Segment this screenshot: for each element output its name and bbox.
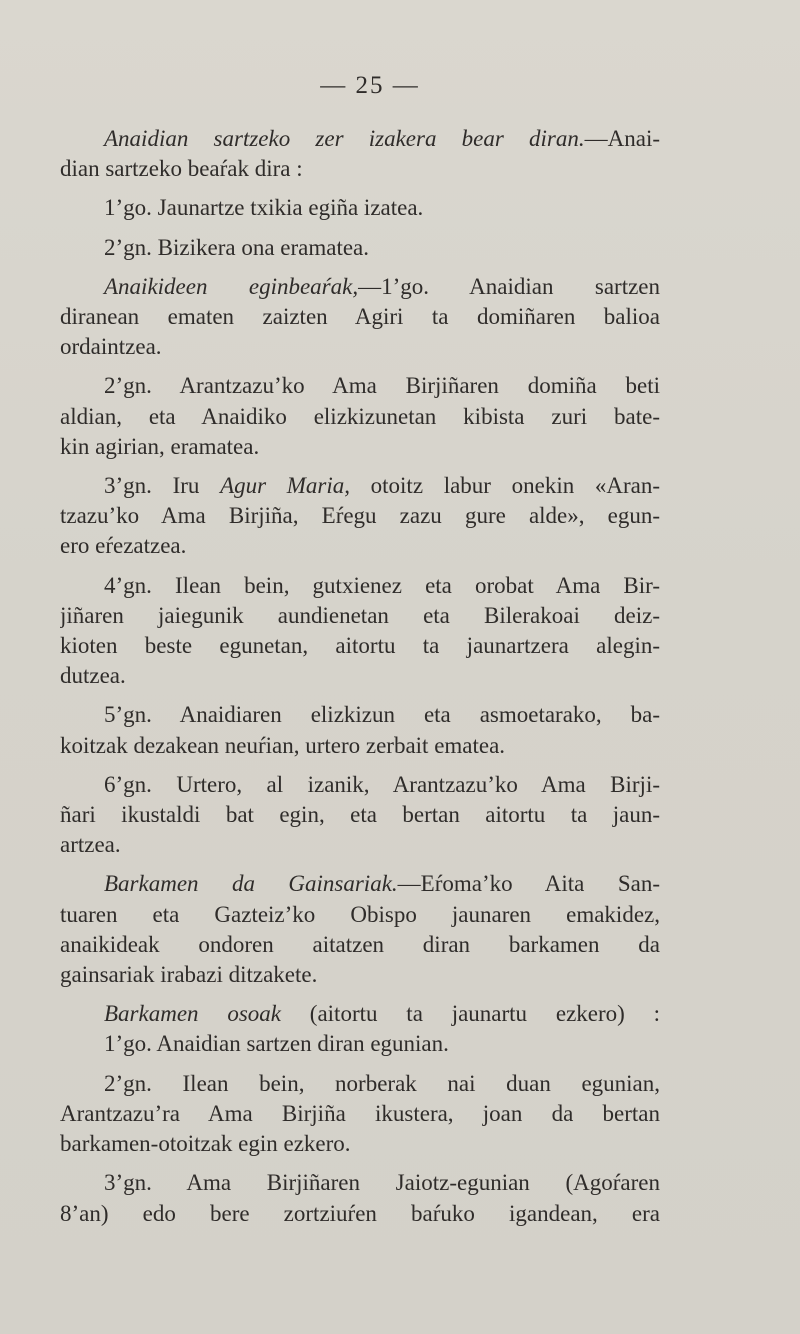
line-text: ordaintzea.: [60, 334, 162, 360]
line-text: dian sartzeko beaŕak dira :: [60, 156, 303, 182]
italic-heading: Anaidian sartzeko zer izakera bear diran.: [104, 126, 585, 151]
text-line: [60, 332, 660, 362]
line-text: dutzea.: [60, 663, 126, 689]
line-text: kioten beste egunetan, aitortu ta jaunartzera alegin-: [60, 633, 660, 659]
line-text: koitzak dezakean neuŕian, urtero zerbait ematea.: [60, 732, 506, 758]
text-line: [60, 432, 660, 462]
line-text: barkamen-otoitzak egin ezkero.: [60, 1131, 351, 1157]
paragraph-duty-6: [60, 770, 660, 861]
line-text: 2’gn. Ilean bein, norberak nai duan egunian,: [104, 1070, 660, 1096]
text-line: [60, 154, 660, 184]
text-line: [60, 1099, 660, 1129]
italic-phrase: Agur Maria,: [220, 473, 350, 499]
paragraph-indulgence-3: [60, 1168, 660, 1228]
paragraph-plenary-indulgences: [60, 999, 660, 1059]
paragraph-member-duties: [60, 272, 660, 363]
text-line: [60, 700, 660, 730]
line-text: artzea.: [60, 832, 121, 858]
line-text: ñari ikustaldi bat egin, eta bertan aitortu ta jaun-: [60, 802, 660, 828]
line-text: (aitortu ta jaunartu ezkero) :: [281, 1001, 660, 1027]
text-line: [60, 1168, 660, 1198]
line-text: jiñaren jaiegunik aundienetan eta Bilerakoai deiz-: [60, 602, 660, 628]
text-line: [60, 960, 660, 990]
text-line: [60, 233, 660, 263]
text-line: [60, 1199, 660, 1229]
paragraph-duty-2: [60, 371, 660, 462]
line-text: 6’gn. Urtero, al izanik, Arantzazu’ko Ama Birji-: [104, 771, 660, 797]
italic-heading: Barkamen da Gainsariak.: [104, 871, 398, 897]
paragraph-duty-3: [60, 471, 660, 562]
line-text: kin agirian, eramatea.: [60, 433, 260, 459]
line-text: aldian, eta Anaidiko elizkizunetan kibista zuri bate-: [60, 403, 660, 429]
line-text: 5’gn. Anaidiaren elizkizun eta asmoetarako, ba-: [104, 702, 660, 728]
line-text: otoitz labur onekin «Aran-: [349, 473, 660, 499]
italic-heading: Barkamen osoak: [104, 1001, 281, 1027]
text-line: [60, 869, 660, 899]
line-text: —Eŕoma’ko Aita San-: [397, 871, 660, 897]
text-line: [60, 661, 660, 691]
line-text: 2’gn. Arantzazu’ko Ama Birjiñaren domiña beti: [104, 373, 660, 399]
line-text: 1’go. Anaidian sartzen diran egunian.: [104, 1031, 449, 1057]
line-text: tzazu’ko Ama Birjiña, Eŕegu zazu gure alde», egun-: [60, 503, 660, 529]
line-text: 4’gn. Ilean bein, gutxienez eta orobat Ama Bir-: [104, 572, 660, 598]
text-line: [60, 302, 660, 332]
page-number: — 25 —: [320, 72, 420, 99]
text-line: [60, 193, 660, 223]
line-text: tuaren eta Gazteiz’ko Obispo jaunaren emakidez,: [60, 901, 660, 927]
text-line: [60, 531, 660, 561]
line-text: Arantzazu’ra Ama Birjiña ikustera, joan da bertan: [60, 1100, 660, 1126]
text-line: [60, 930, 660, 960]
paragraph-requirement-1: [60, 193, 660, 223]
text-line: [60, 272, 660, 302]
text-line: [60, 999, 660, 1029]
text-line: [60, 571, 660, 601]
text-line: [60, 501, 660, 531]
line-text: —Anai-: [584, 126, 660, 151]
text-line: [60, 800, 660, 830]
paragraph-membership-requirements: [60, 124, 660, 184]
text-line: [60, 1129, 660, 1159]
paragraph-duty-5: [60, 700, 660, 760]
text-line: [60, 601, 660, 631]
paragraph-indulgences: [60, 869, 660, 990]
paragraph-indulgence-2: [60, 1069, 660, 1160]
text-line: [60, 830, 660, 860]
italic-heading: Anaikideen eginbeaŕak,: [104, 273, 359, 299]
line-text: 2’gn. Bizikera ona eramatea.: [104, 234, 370, 260]
text-line: [60, 900, 660, 930]
line-text: 3’gn. Iru: [104, 473, 221, 499]
line-text: 1’go. Jaunartze txikia egiña izatea.: [104, 195, 424, 221]
text-line: [60, 471, 660, 501]
paragraph-duty-4: [60, 571, 660, 692]
line-text: ero eŕezatzea.: [60, 533, 187, 559]
text-line: [60, 770, 660, 800]
line-text: 3’gn. Ama Birjiñaren Jaiotz-egunian (Agoŕaren: [104, 1170, 660, 1196]
text-line: [60, 402, 660, 432]
line-text: 8’an) edo bere zortziuŕen baŕuko igandean, era: [60, 1200, 660, 1226]
text-line: [60, 731, 660, 761]
text-line: [60, 631, 660, 661]
text-line: [60, 1069, 660, 1099]
line-text: —1’go. Anaidian sartzen: [358, 273, 660, 299]
paragraph-requirement-2: [60, 233, 660, 263]
line-text: gainsariak irabazi ditzakete.: [60, 962, 318, 988]
body-text: [60, 124, 660, 1238]
text-line: [60, 1029, 660, 1059]
text-line: [60, 371, 660, 401]
text-line: [60, 124, 660, 154]
line-text: diranean ematen zaizten Agiri ta domiñaren balioa: [60, 304, 660, 330]
line-text: anaikideak ondoren aitatzen diran barkamen da: [60, 931, 660, 957]
